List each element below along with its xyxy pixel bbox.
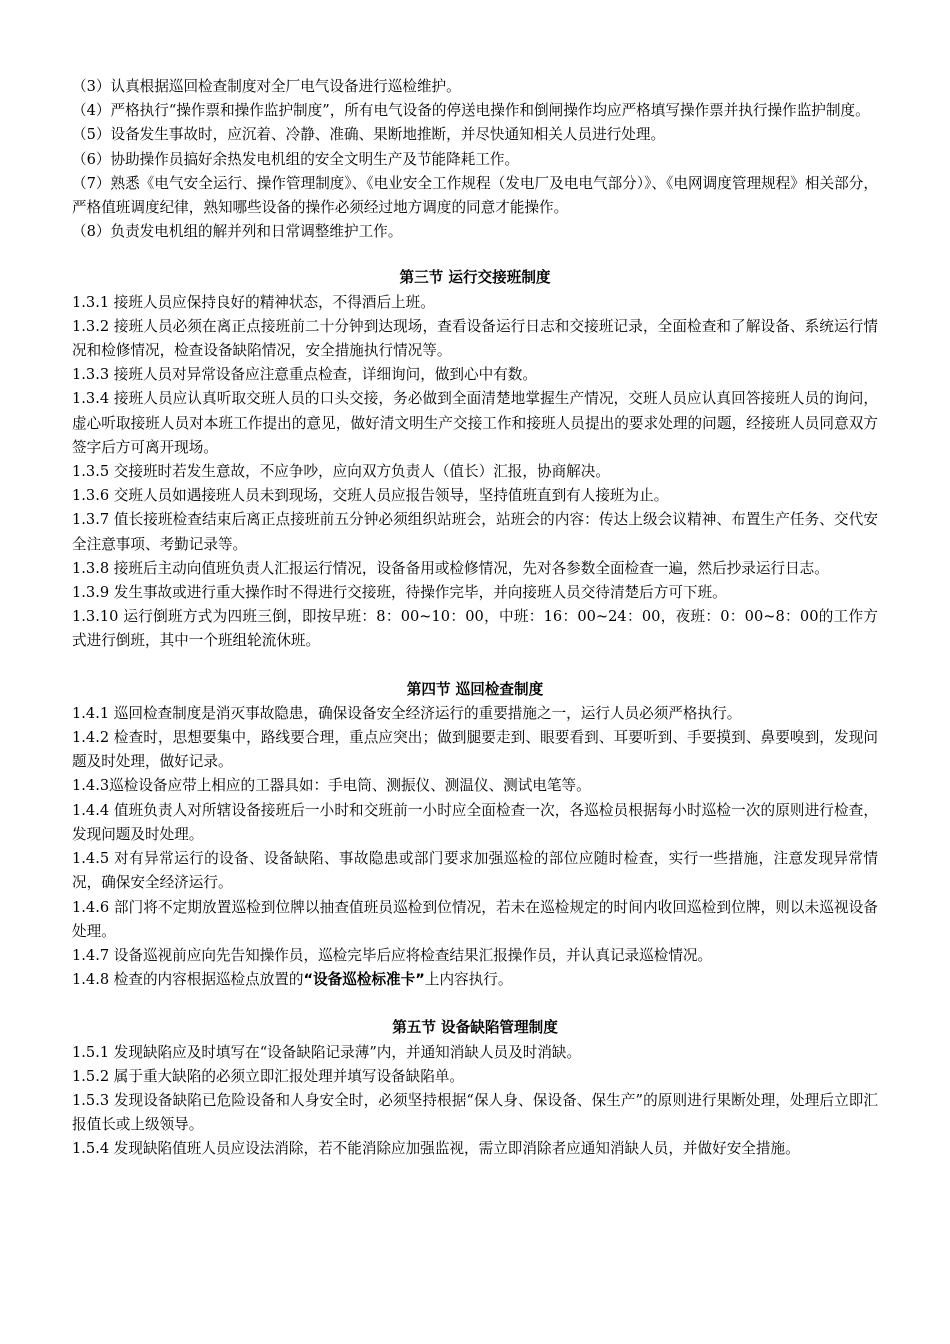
item-suffix: 上内容执行。 — [424, 971, 513, 989]
section3-item: 1.3.2 接班人员必须在离正点接班前二十分钟到达现场，查看设备运行日志和交接班记录，全面检查和了解设备、系统运行情况和检修情况，检查设备缺陷情况，安全措施执行情况等。 — [72, 317, 878, 360]
section3-item: 1.3.7 值长接班检查结束后离正点接班前五分钟必须组织站班会，站班会的内容：传达上级会议精神、布置生产任务、交代安全注意事项、考勤记录等。 — [72, 511, 878, 553]
section4-item: 1.4.3巡检设备应带上相应的工器具如：手电筒、测振仪、测温仪、测试电笔等。 — [72, 777, 591, 795]
section4-item: 1.4.5 对有异常运行的设备、设备缺陷、事故隐患或部门要求加强巡检的部位应随时检查，实行一些措施，注意发现异常情况，确保安全经济运行。 — [72, 850, 878, 892]
section3-item: 1.3.6 交班人员如遇接班人员未到现场，交班人员应报告领导，坚持值班直到有人接班为止。 — [72, 487, 669, 505]
section3-title: 第三节 运行交接班制度 — [399, 269, 551, 287]
section4-item: 1.4.1 巡回检查制度是消灭事故隐患，确保设备安全经济运行的重要措施之一，运行人员必须严格执行。 — [72, 704, 742, 722]
standard-card-emphasis: “设备巡检标准卡” — [303, 971, 425, 989]
section5-item: 1.5.4 发现缺陷值班人员应设法消除，若不能消除应加强监视，需立即消除者应通知消缺人员，并做好安全措施。 — [72, 1140, 800, 1158]
section5-item: 1.5.3 发现设备缺陷已危险设备和人身安全时，必须坚持根据“保人身、保设备、保生产”的原则进行果断处理，处理后立即汇报值长或上级领导。 — [72, 1091, 878, 1134]
section4-item: 1.4.7 设备巡视前应向先告知操作员，巡检完毕后应将检查结果汇报操作员，并认真记录巡检情况。 — [72, 946, 713, 964]
item-prefix: 1.4.8 检查的内容根据巡检点放置的 — [72, 971, 304, 989]
intro-item: （5）设备发生事故时，应沉着、冷静、准确、果断地推断，并尽快通知相关人员进行处理。 — [72, 126, 666, 144]
section3-item: 1.3.9 发生事故或进行重大操作时不得进行交接班，待操作完毕，并向接班人员交待清楚后方可下班。 — [72, 584, 727, 602]
section4-title: 第四节 巡回检查制度 — [406, 680, 544, 698]
intro-item: （7）熟悉《电气安全运行、操作管理制度》、《电业安全工作规程（发电厂及电电气部分）》、《电网调度管理规程》相关部分，严格值班调度纪律，熟知哪些设备的操作必须经过地方调度的同意才能操作。 — [72, 174, 878, 217]
section4-item: 1.4.6 部门将不定期放置巡检到位牌以抽查值班员巡检到位情况，若未在巡检规定的时间内收回巡检到位牌，则以未巡视设备处理。 — [72, 898, 878, 940]
section5-title: 第五节 设备缺陷管理制度 — [392, 1019, 558, 1037]
intro-item: （6）协助操作员搞好余热发电机组的安全文明生产及节能降耗工作。 — [72, 150, 520, 168]
section3-item: 1.3.5 交接班时若发生意故，不应争吵，应向双方负责人（值长）汇报，协商解决。 — [72, 463, 610, 481]
section5-item: 1.5.1 发现缺陷应及时填写在“设备缺陷记录薄”内，并通知消缺人员及时消缺。 — [72, 1043, 582, 1061]
intro-item: （8）负责发电机组的解并列和日常调整维护工作。 — [72, 223, 403, 241]
section3-item: 1.3.8 接班后主动向值班负责人汇报运行情况，设备备用或检修情况，先对各参数全面检查一遍，然后抄录运行日志。 — [72, 559, 829, 577]
section4-item: 1.4.4 值班负责人对所辖设备接班后一小时和交班前一小时应全面检查一次，各巡检员根据每小时巡检一次的原则进行检查，发现问题及时处理。 — [72, 801, 878, 843]
document-page — [72, 75, 878, 1162]
section3-item: 1.3.3 接班人员对异常设备应注意重点检查，详细询问，做到心中有数。 — [72, 366, 537, 384]
section3-item: 1.3.10 运行倒班方式为四班三倒，即按早班：8：00~10：00，中班：16：00~24：00，夜班：0：00~8：00的工作方式进行倒班，其中一个班组轮流休班。 — [72, 608, 878, 650]
intro-item: （3）认真根据巡回检查制度对全厂电气设备进行巡检维护。 — [72, 78, 461, 95]
section3-item: 1.3.4 接班人员应认真听取交班人员的口头交接，务必做到全面清楚地掌握生产情况，交班人员应认真回答接班人员的询问，虚心听取接班人员对本班工作提出的意见，做好清文明生产交接工作和接班人员提出的要求处理的问题，经接班人员同意双方签字后方可离开现场。 — [72, 390, 878, 456]
section4-item-last — [72, 968, 878, 992]
intro-item: （4）严格执行“操作票和操作监护制度”，所有电气设备的停送电操作和倒闸操作均应严格填写操作票并执行操作监护制度。 — [72, 102, 870, 120]
section4-item: 1.4.2 检查时，思想要集中，路线要合理，重点应突出；做到腿要走到、眼要看到、耳要听到、手要摸到、鼻要嗅到，发现问题及时处理，做好记录。 — [72, 729, 878, 771]
section3-item: 1.3.1 接班人员应保持良好的精神状态，不得酒后上班。 — [72, 293, 435, 311]
section5-item: 1.5.2 属于重大缺陷的必须立即汇报处理并填写设备缺陷单。 — [72, 1067, 465, 1085]
